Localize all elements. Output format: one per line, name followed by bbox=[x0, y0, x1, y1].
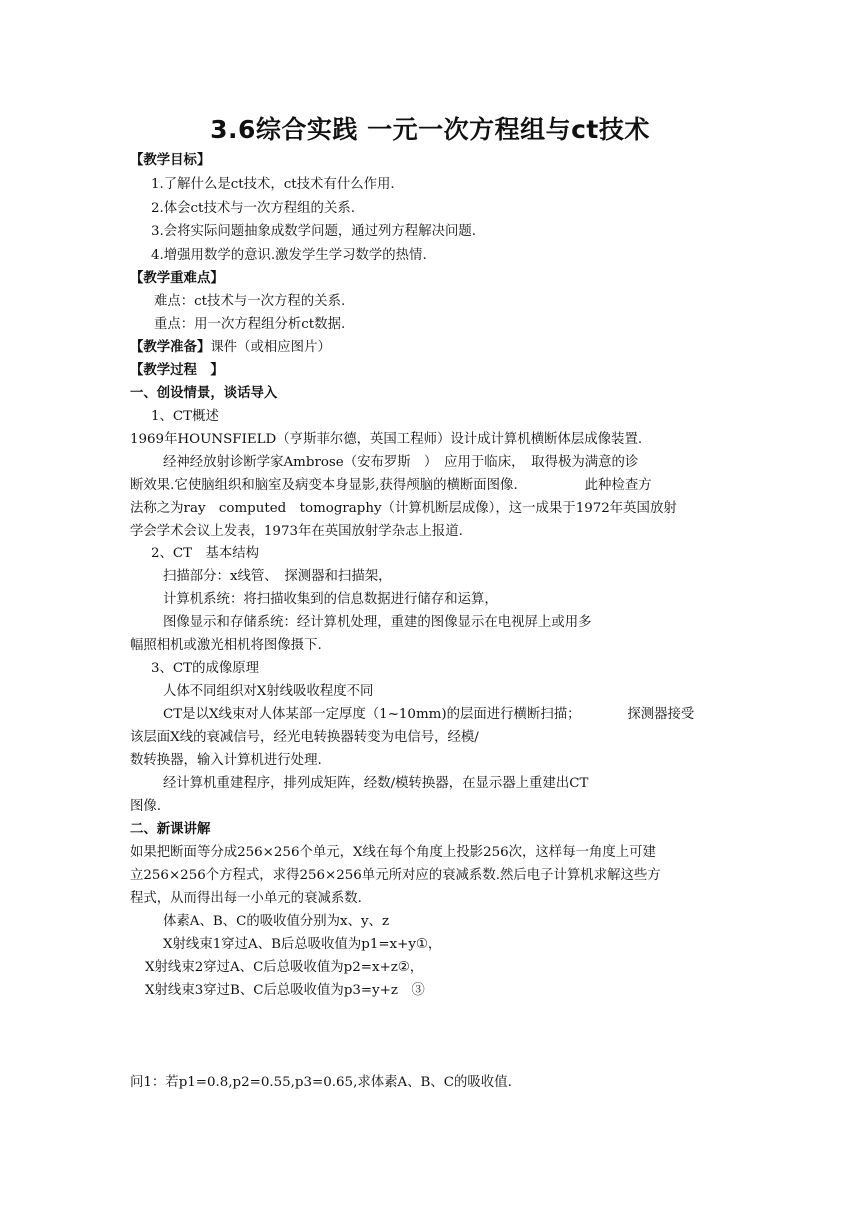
paragraph-line: 该层面X线的衰减信号，经光电转换器转变为电信号，经模/ bbox=[130, 730, 479, 745]
paragraph-line: 人体不同组织对X射线吸收程度不同 bbox=[163, 684, 374, 699]
key-points-heading: 【教学重难点】 bbox=[130, 271, 224, 286]
goal-item: 4.增强用数学的意识.激发学生学习数学的热情. bbox=[151, 248, 427, 263]
goals-heading: 【教学目标】 bbox=[130, 153, 211, 168]
difficulty-text: 难点：ct技术与一次方程的关系. bbox=[154, 294, 346, 309]
paragraph-line: 断效果.它使脑组织和脑室及病变本身显影,获得颅脑的横断面图像. 此种检查方 bbox=[130, 478, 652, 493]
process-heading: 【教学过程 】 bbox=[130, 363, 224, 378]
paragraph-line: 扫描部分：x线管、 探测器和扫描架， bbox=[163, 569, 392, 584]
paragraph-line: 幅照相机或激光相机将图像摄下. bbox=[130, 638, 322, 653]
subheading-ct-principle: 3、CT的成像原理 bbox=[151, 661, 260, 676]
paragraph-line: 立256×256个方程式，求得256×256单元所对应的衰减系数.然后电子计算机求解这些方 bbox=[130, 868, 661, 883]
paragraph-line: CT是以X线束对人体某部一定厚度（1~10mm)的层面进行横断扫描； 探测器接受 bbox=[163, 707, 695, 722]
prep-heading: 【教学准备】 bbox=[130, 340, 211, 355]
page-title: 3.6综合实践 一元一次方程组与ct技术 bbox=[210, 115, 650, 144]
paragraph-line: 图像. bbox=[130, 799, 162, 814]
goal-item: 3.会将实际问题抽象成数学问题，通过列方程解决问题. bbox=[151, 224, 477, 239]
equation-line: X射线束1穿过A、B后总吸收值为p1=x+y①， bbox=[163, 937, 442, 952]
goal-item: 1.了解什么是ct技术，ct技术有什么作用. bbox=[151, 177, 395, 192]
equation-line: X射线束2穿过A、C后总吸收值为p2=x+z②， bbox=[145, 960, 424, 975]
focus-text: 重点：用一次方程组分析ct数据. bbox=[154, 317, 346, 332]
subheading-ct-structure: 2、CT 基本结构 bbox=[151, 546, 260, 561]
paragraph-line: 程式，从而得出每一小单元的衰减系数. bbox=[130, 891, 362, 906]
prep-text: 课件（或相应图片） bbox=[210, 340, 331, 355]
paragraph-line: 经计算机重建程序，排列成矩阵，经数/模转换器，在显示器上重建出CT bbox=[163, 776, 589, 791]
section1-heading: 一、创设情景，谈话导入 bbox=[130, 386, 278, 401]
paragraph-line: 1969年HOUNSFIELD（亨斯菲尔德，英国工程师）设计成计算机横断体层成像装置. bbox=[130, 432, 643, 447]
paragraph-line: 如果把断面等分成256×256个单元，X线在每个角度上投影256次，这样每一角度上可建 bbox=[130, 845, 656, 860]
question-line: 问1：若p1=0.8,p2=0.55,p3=0.65,求体素A、B、C的吸收值. bbox=[130, 1075, 512, 1090]
section2-heading: 二、新课讲解 bbox=[130, 822, 211, 837]
prep-line bbox=[130, 340, 331, 356]
paragraph-line: 经神经放射诊断学家Ambrose（安布罗斯 ） 应用于临床， 取得极为满意的诊 bbox=[163, 455, 639, 470]
paragraph-line: 计算机系统：将扫描收集到的信息数据进行储存和运算， bbox=[163, 592, 498, 607]
equation-line: X射线束3穿过B、C后总吸收值为p3=y+z ③ bbox=[145, 983, 425, 998]
paragraph-line: 法称之为ray computed tomography（计算机断层成像），这一成果于1972年英国放射 bbox=[130, 501, 677, 516]
paragraph-line: 体素A、B、C的吸收值分别为x、y、z bbox=[163, 914, 390, 929]
paragraph-line: 图像显示和存储系统：经计算机处理，重建的图像显示在电视屏上或用多 bbox=[163, 615, 592, 630]
paragraph-line: 学会学术会议上发表，1973年在英国放射学杂志上报道. bbox=[130, 524, 463, 539]
goal-item: 2.体会ct技术与一次方程组的关系. bbox=[151, 201, 355, 216]
paragraph-line: 数转换器，输入计算机进行处理. bbox=[130, 753, 322, 768]
subheading-ct-overview: 1、CT概述 bbox=[151, 409, 219, 424]
